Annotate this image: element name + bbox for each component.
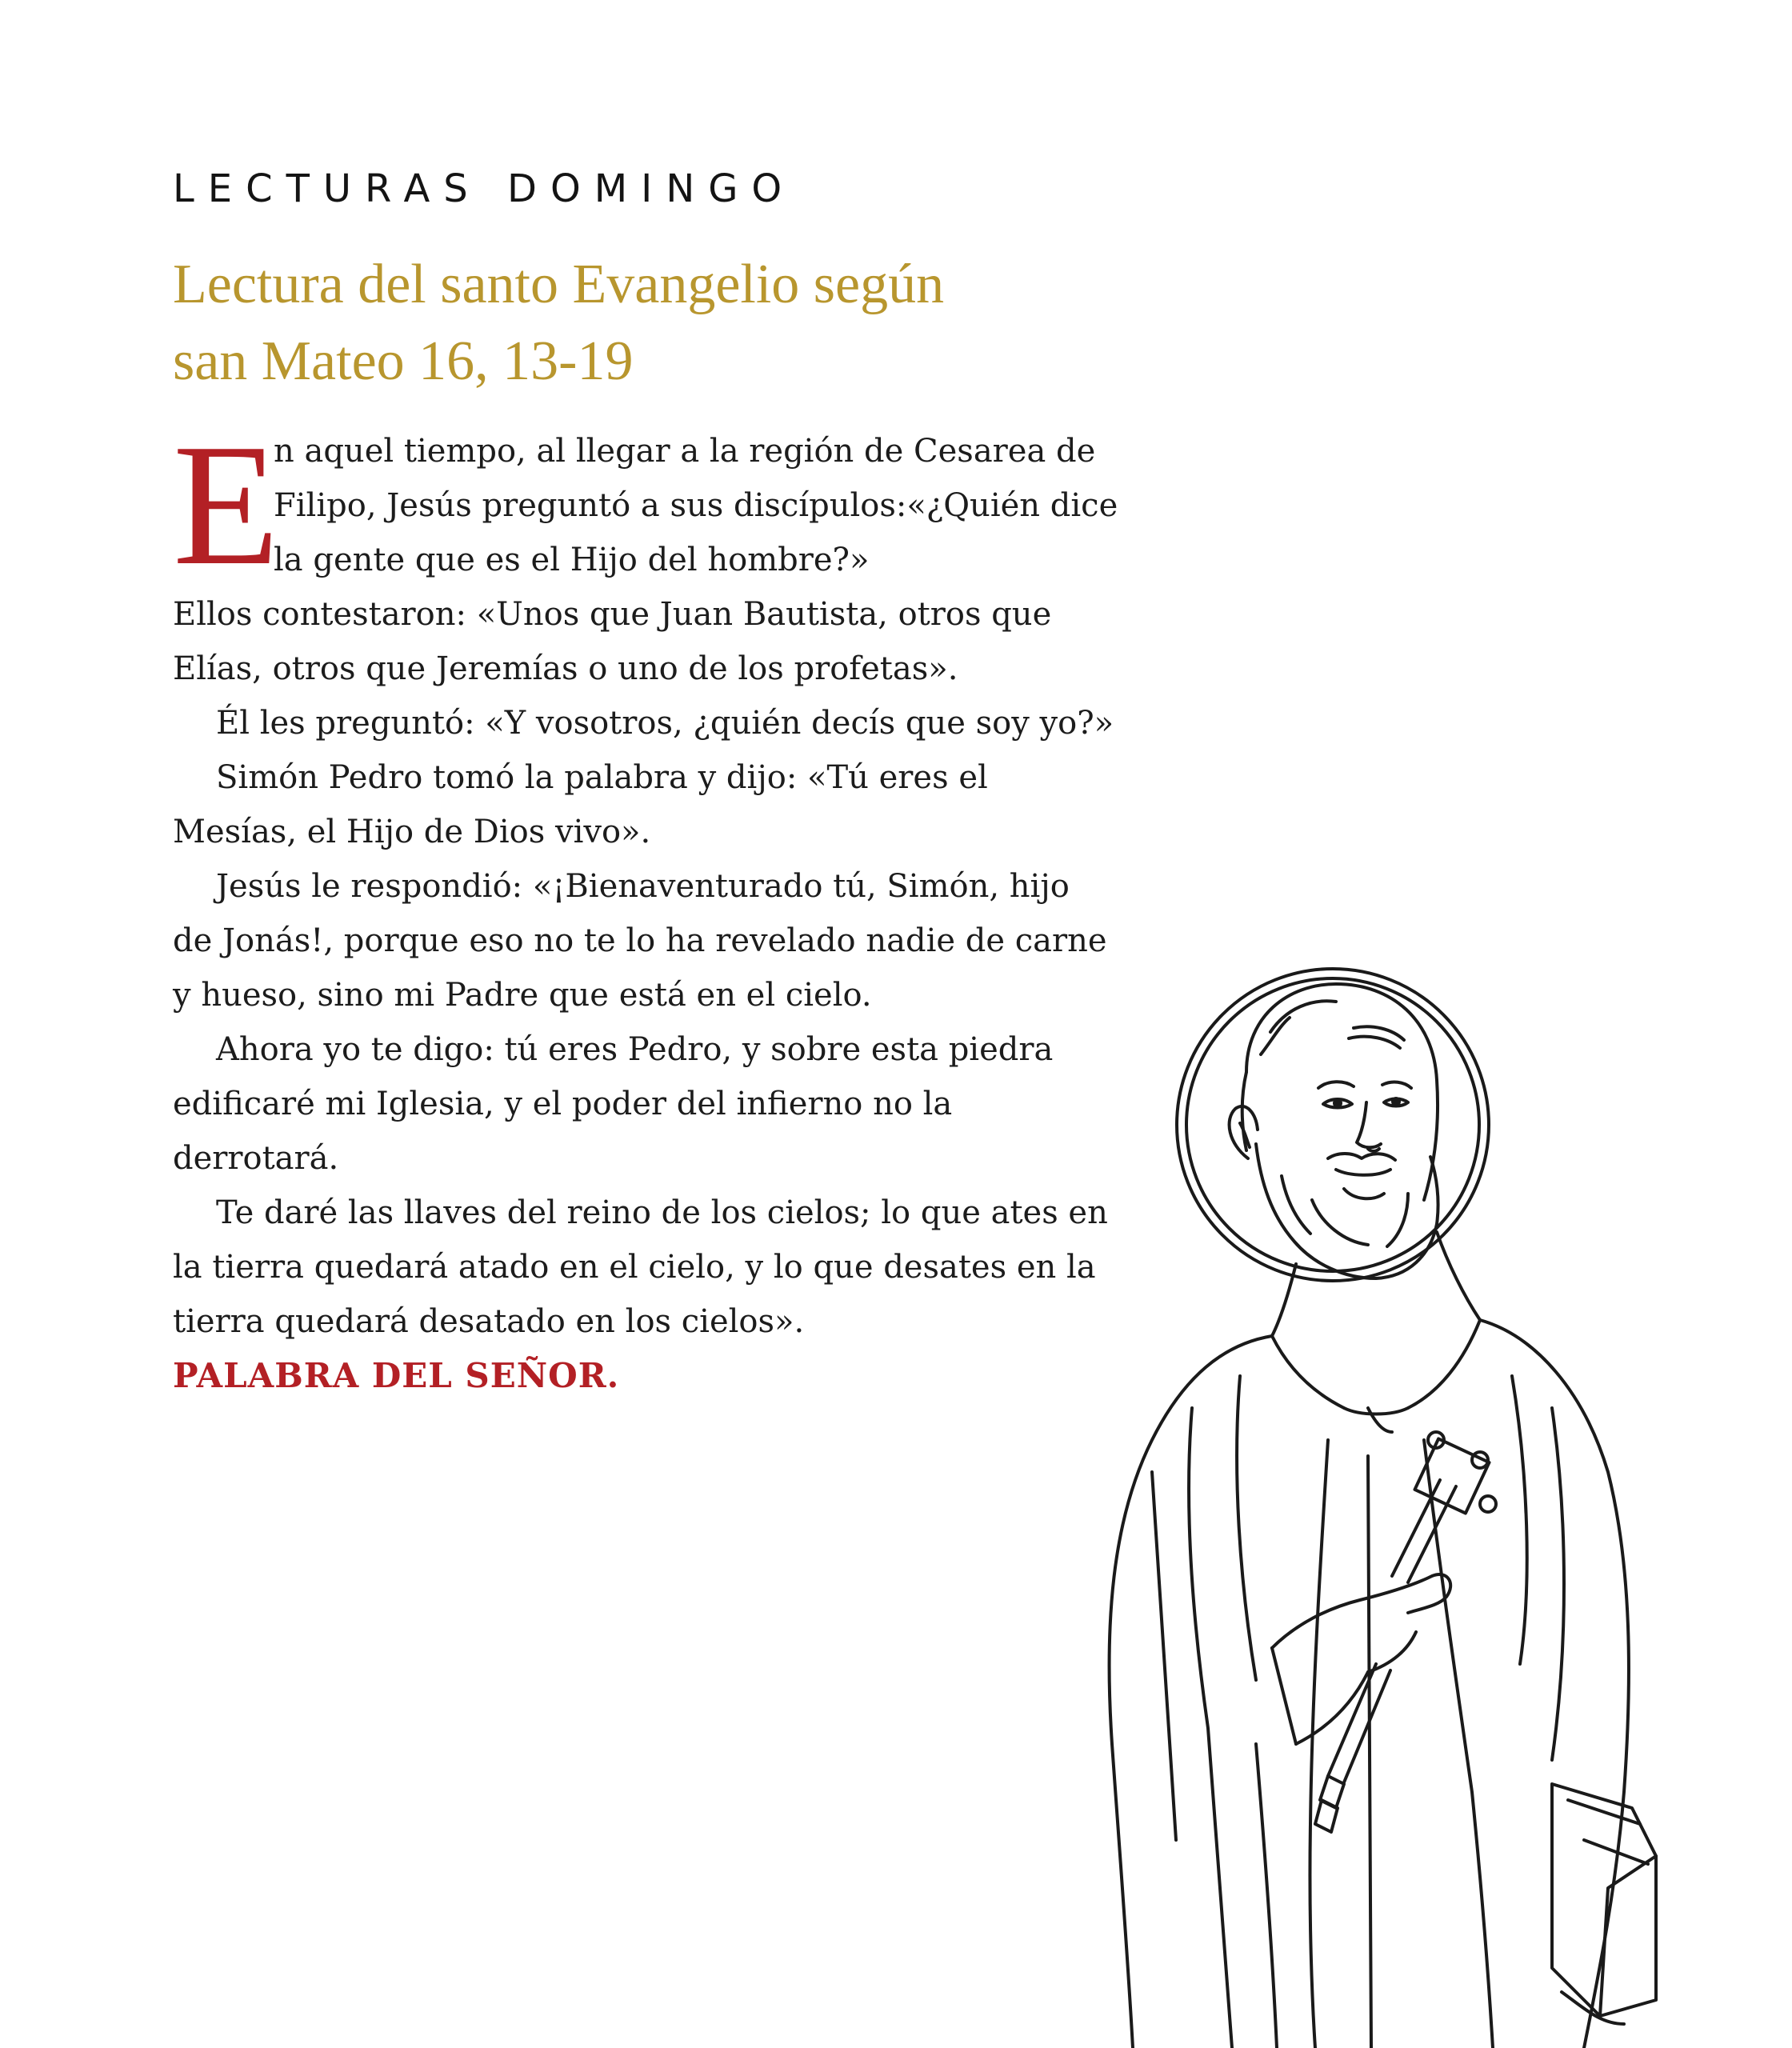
reading-line: Jesús le respondió: «¡Bienaventurado tú, Simón, hijo — [216, 868, 1070, 905]
section-label: LECTURAS DOMINGO — [173, 166, 796, 211]
reading-title-line-1: Lectura del santo Evangelio según — [173, 254, 945, 315]
reading-line: edificaré mi Iglesia, y el poder del infierno no la — [173, 1086, 953, 1122]
reading-title — [173, 246, 1213, 400]
reading-line: n aquel tiempo, al llegar a la región de Cesarea de — [274, 433, 1096, 470]
drop-cap-lines — [274, 424, 1118, 587]
reading-line: Simón Pedro tomó la palabra y dijo: «Tú eres el — [216, 759, 988, 796]
drop-cap-paragraph — [173, 409, 1213, 602]
drop-cap: E — [173, 409, 280, 602]
reading-line: y hueso, sino mi Padre que está en el cielo. — [173, 977, 872, 1014]
reading-line: la tierra quedará atado en el cielo, y lo que desates en la — [173, 1249, 1096, 1286]
reading-line: Filipo, Jesús preguntó a sus discípulos:«¿Quién dice — [274, 487, 1118, 524]
reading-line: Elías, otros que Jeremías o uno de los profetas». — [173, 650, 958, 687]
halo-icon — [1177, 969, 1489, 1281]
reading-line: derrotará. — [173, 1140, 339, 1177]
reading-title-line-2: san Mateo 16, 13-19 — [173, 330, 634, 392]
reading-line: Ellos contestaron: «Unos que Juan Bautista, otros que — [173, 596, 1052, 633]
book-icon — [1552, 1784, 1656, 2024]
reading-line: Te daré las llaves del reino de los cielos; lo que ates en — [216, 1194, 1108, 1231]
reading-line: Él les preguntó: «Y vosotros, ¿quién decís que soy yo?» — [216, 705, 1114, 742]
reading-line: la gente que es el Hijo del hombre?» — [274, 542, 870, 578]
reading-line: de Jonás!, porque eso no te lo ha revelado nadie de carne — [173, 922, 1107, 959]
closing-acclamation: PALABRA DEL SEÑOR. — [173, 1356, 620, 1395]
hand-keys-icon — [1272, 1432, 1496, 1832]
reading-line: tierra quedará desatado en los cielos». — [173, 1303, 805, 1340]
reading-line: Ahora yo te digo: tú eres Pedro, y sobre esta piedra — [216, 1031, 1054, 1068]
saint-peter-illustration — [992, 960, 1792, 2048]
reading-line: Mesías, el Hijo de Dios vivo». — [173, 814, 651, 850]
